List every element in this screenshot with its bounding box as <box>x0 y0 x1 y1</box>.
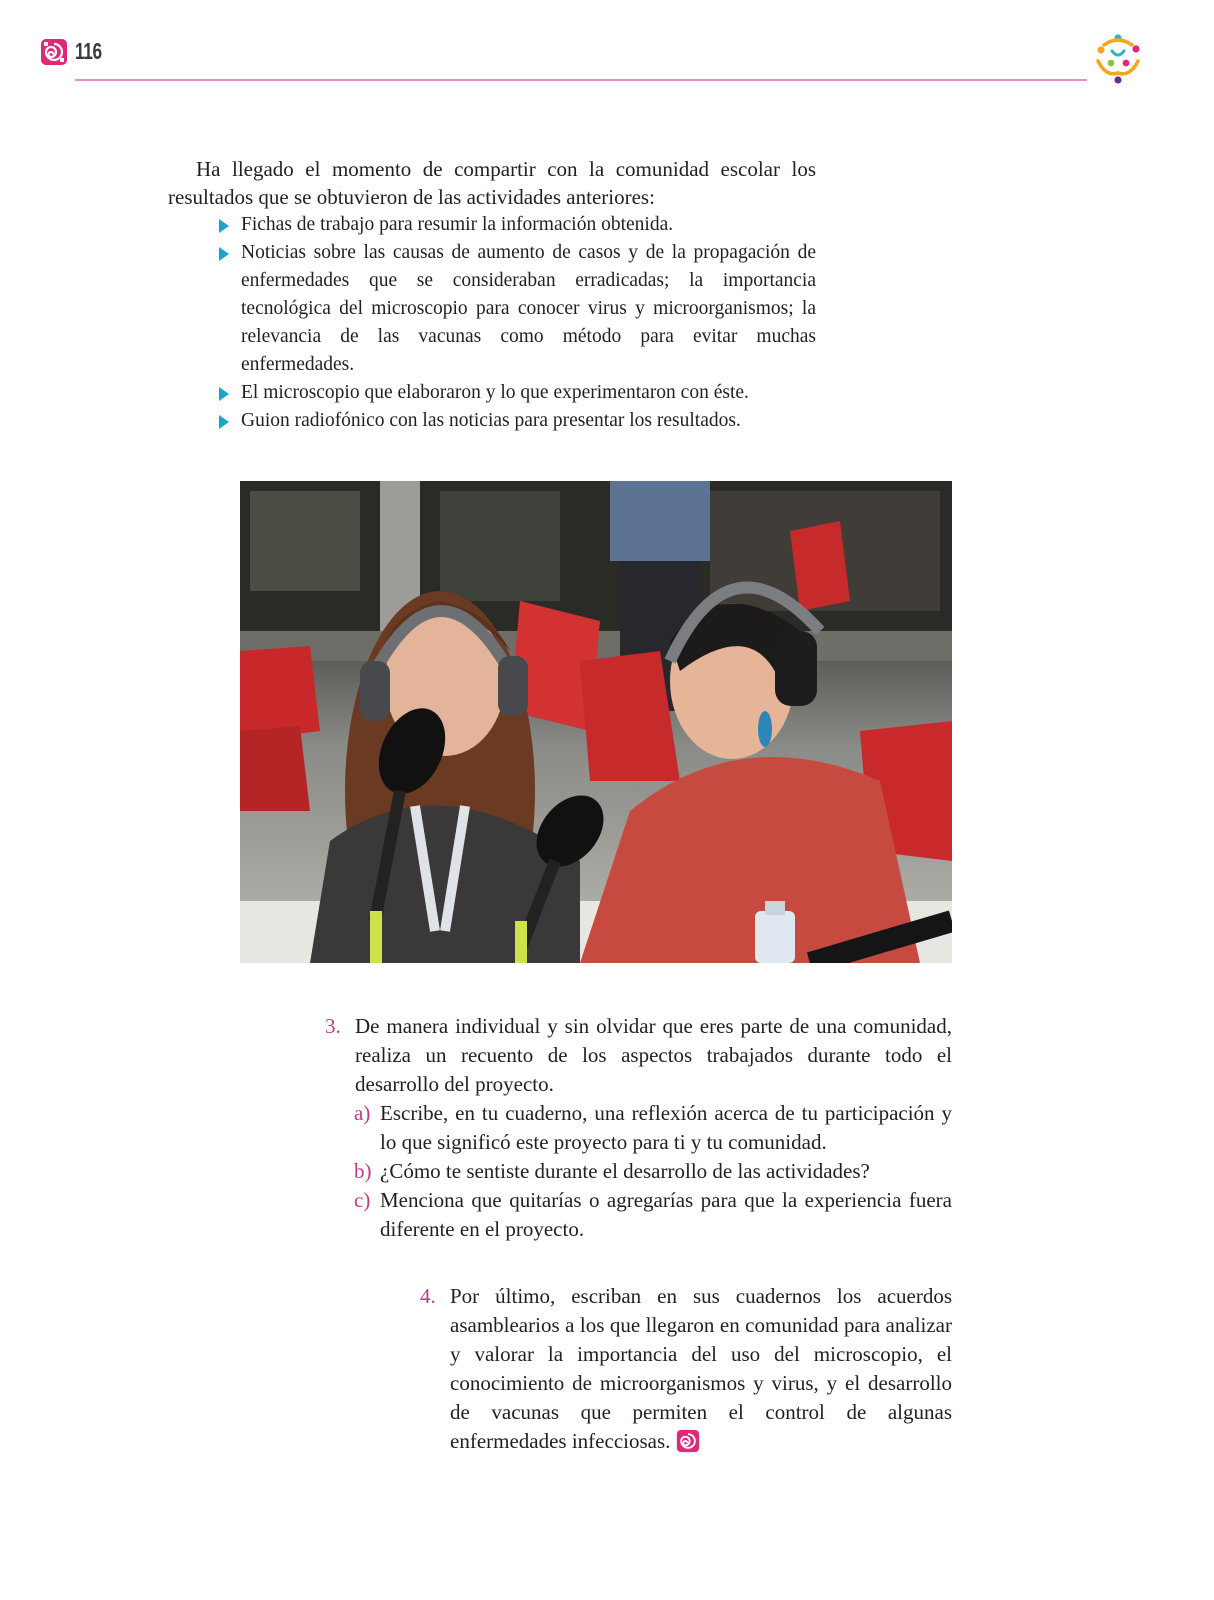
activity-3-item-c <box>325 1186 952 1244</box>
list-item-text: Guion radiofónico con las noticias para presentar los resultados. <box>241 410 741 431</box>
list-item <box>241 379 816 407</box>
radio-broadcast-photo <box>240 481 952 963</box>
activity-3-item-a <box>325 1099 952 1157</box>
item-text: ¿Cómo te sentiste durante el desarrollo de las actividades? <box>380 1159 870 1183</box>
end-spiral-glyph-icon <box>676 1429 700 1453</box>
list-item <box>241 211 816 239</box>
item-text: Menciona que quitarías o agregarías para que la experiencia fuera diferente en el proyecto. <box>380 1188 952 1241</box>
item-letter: b) <box>354 1159 372 1183</box>
activity-number: 4. <box>420 1284 436 1308</box>
activity-3-item-b <box>325 1157 952 1186</box>
activity-3-prompt <box>325 1012 952 1099</box>
community-logo-icon <box>1092 33 1144 85</box>
list-item <box>241 407 816 435</box>
activity-text: De manera individual y sin olvidar que eres parte de una comunidad, realiza un recuento de los aspectos trabajados durante todo el desarrollo del proyecto. <box>355 1014 952 1096</box>
list-item <box>241 239 816 379</box>
item-letter: a) <box>354 1101 371 1125</box>
results-list <box>168 211 816 435</box>
intro-section <box>168 155 816 435</box>
bullet-triangle-icon <box>219 247 229 261</box>
item-text: Escribe, en tu cuaderno, una reflexión acerca de tu participación y lo que significó este proyecto para ti y tu comunidad. <box>380 1101 952 1154</box>
header-divider <box>75 79 1087 81</box>
list-item-text: Fichas de trabajo para resumir la información obtenida. <box>241 214 674 235</box>
bullet-triangle-icon <box>219 219 229 233</box>
page-number: 116 <box>75 38 102 64</box>
activity-text: Por último, escriban en sus cuadernos los acuerdos asamblearios a los que llegaron en comunidad para analizar y valorar la importancia del uso del microscopio, el conocimiento de microorganismos y virus, y el desarrollo de vacunas que permiten el control de algunas enfermedades infecciosas. <box>450 1284 952 1453</box>
spiral-glyph-icon <box>40 38 68 66</box>
intro-paragraph: Ha llegado el momento de compartir con la comunidad escolar los resultados que se obtuvieron de las actividades anteriores: <box>168 157 816 209</box>
item-letter: c) <box>354 1188 371 1212</box>
bullet-triangle-icon <box>219 387 229 401</box>
bullet-triangle-icon <box>219 415 229 429</box>
list-item-text: Noticias sobre las causas de aumento de casos y de la propagación de enfermedades que se consideraban erradicadas; la importancia tecnológica del microscopio para conocer virus y microorganismos; la relevancia de las vacunas como método para evitar muchas enfermedades. <box>241 242 816 375</box>
activity-number: 3. <box>325 1014 341 1038</box>
list-item-text: El microscopio que elaboraron y lo que experimentaron con éste. <box>241 382 749 403</box>
activity-4 <box>420 1282 952 1456</box>
activity-4-prompt <box>420 1282 952 1456</box>
activity-3 <box>325 1012 952 1244</box>
